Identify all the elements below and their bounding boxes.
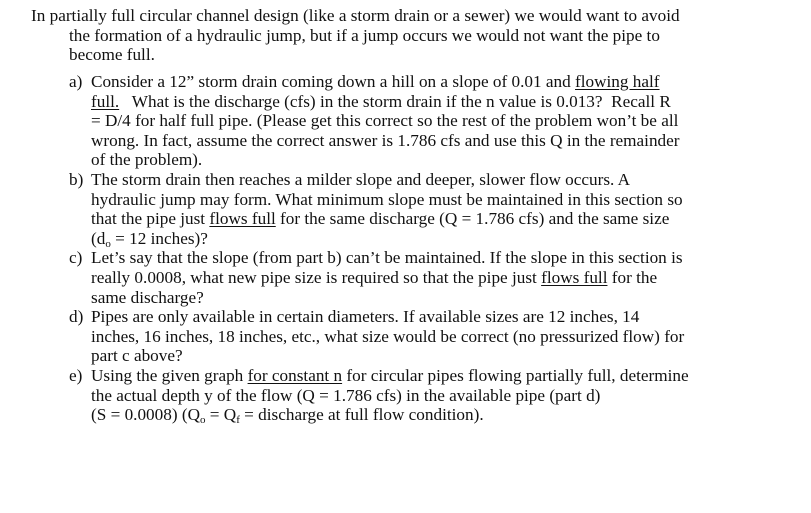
part-c-line-3: same discharge? [91, 287, 204, 307]
part-e-line-1 [91, 366, 804, 386]
part-b-line-1: The storm drain then reaches a milder slope and deeper, slower flow occurs. A [91, 169, 631, 189]
underline-constant-n: for constant n [247, 365, 343, 385]
problem-intro [31, 6, 801, 65]
part-e [69, 366, 804, 425]
part-d-label: d) [69, 307, 84, 327]
underline-full: full. [91, 91, 120, 111]
part-e-label: e) [69, 365, 83, 385]
part-d [69, 307, 804, 366]
intro-line-2: the formation of a hydraulic jump, but if a jump occurs we would not want the pipe to [69, 25, 660, 45]
part-b-line-3 [91, 209, 804, 229]
part-e-text-3a: (S = 0.0008) (Q [91, 405, 200, 425]
intro-line-3: become full. [69, 45, 155, 65]
part-a [69, 72, 804, 170]
part-b-label: b) [69, 169, 84, 189]
subscript-o-e: o [200, 414, 206, 427]
part-b [69, 170, 804, 248]
part-e-line-2: the actual depth y of the flow (Q = 1.786 cfs) in the available pipe (part d) [91, 385, 601, 405]
part-e-line-3 [91, 405, 804, 425]
part-b-text-3b: for the same discharge (Q = 1.786 cfs) and the same size [275, 209, 670, 229]
part-b-text-4b: = 12 inches)? [110, 228, 208, 248]
underline-flows-full-c: flows full [541, 267, 608, 287]
part-b-text-4a: (d [91, 228, 106, 248]
part-c-line-2 [91, 268, 804, 288]
part-e-text-3b: = Q [205, 405, 237, 425]
part-b-line-4 [91, 229, 804, 249]
part-a-line-3: = D/4 for half full pipe. (Please get this correct so the rest of the problem won’t be all [91, 111, 679, 131]
part-c-label: c) [69, 248, 83, 268]
part-c [69, 248, 804, 307]
part-c-text-2a: really 0.0008, what new pipe size is required so that the pipe just [91, 267, 542, 287]
part-e-text-1b: for circular pipes flowing partially full, determine [342, 365, 689, 385]
part-a-line-1 [91, 72, 804, 92]
part-a-line-2 [91, 92, 804, 112]
part-e-text-1a: Using the given graph [91, 365, 248, 385]
part-a-text-1: Consider a 12” storm drain coming down a hill on a slope of 0.01 and [91, 72, 576, 91]
subscript-f: f [236, 414, 240, 427]
subscript-o: o [105, 237, 111, 250]
part-b-text-3a: that the pipe just [91, 209, 210, 229]
part-d-line-3: part c above? [91, 346, 183, 366]
part-d-line-1: Pipes are only available in certain diameters. If available sizes are 12 inches, 14 [91, 307, 640, 327]
part-a-label: a) [69, 72, 83, 91]
part-c-line-1: Let’s say that the slope (from part b) can’t be maintained. If the slope in this section is [91, 248, 683, 268]
part-b-line-2: hydraulic jump may form. What minimum slope must be maintained in this section so [91, 189, 683, 209]
part-c-text-2b: for the [607, 267, 658, 287]
part-e-text-3c: = discharge at full flow condition). [239, 405, 484, 425]
problem-parts [69, 72, 804, 425]
part-a-line-4: wrong. In fact, assume the correct answer is 1.786 cfs and use this Q in the remainder [91, 130, 680, 150]
intro-line-1: In partially full circular channel design (like a storm drain or a sewer) we would want to avoid [31, 6, 680, 25]
part-d-line-2: inches, 16 inches, 18 inches, etc., what size would be correct (no pressurized flow) for [91, 326, 685, 346]
underline-flows-full-b: flows full [209, 209, 276, 229]
part-a-text-2: What is the discharge (cfs) in the storm drain if the n value is 0.013? Recall R [119, 91, 671, 111]
part-a-line-5: of the problem). [91, 150, 203, 170]
underline-flowing-half: flowing half [575, 72, 660, 91]
